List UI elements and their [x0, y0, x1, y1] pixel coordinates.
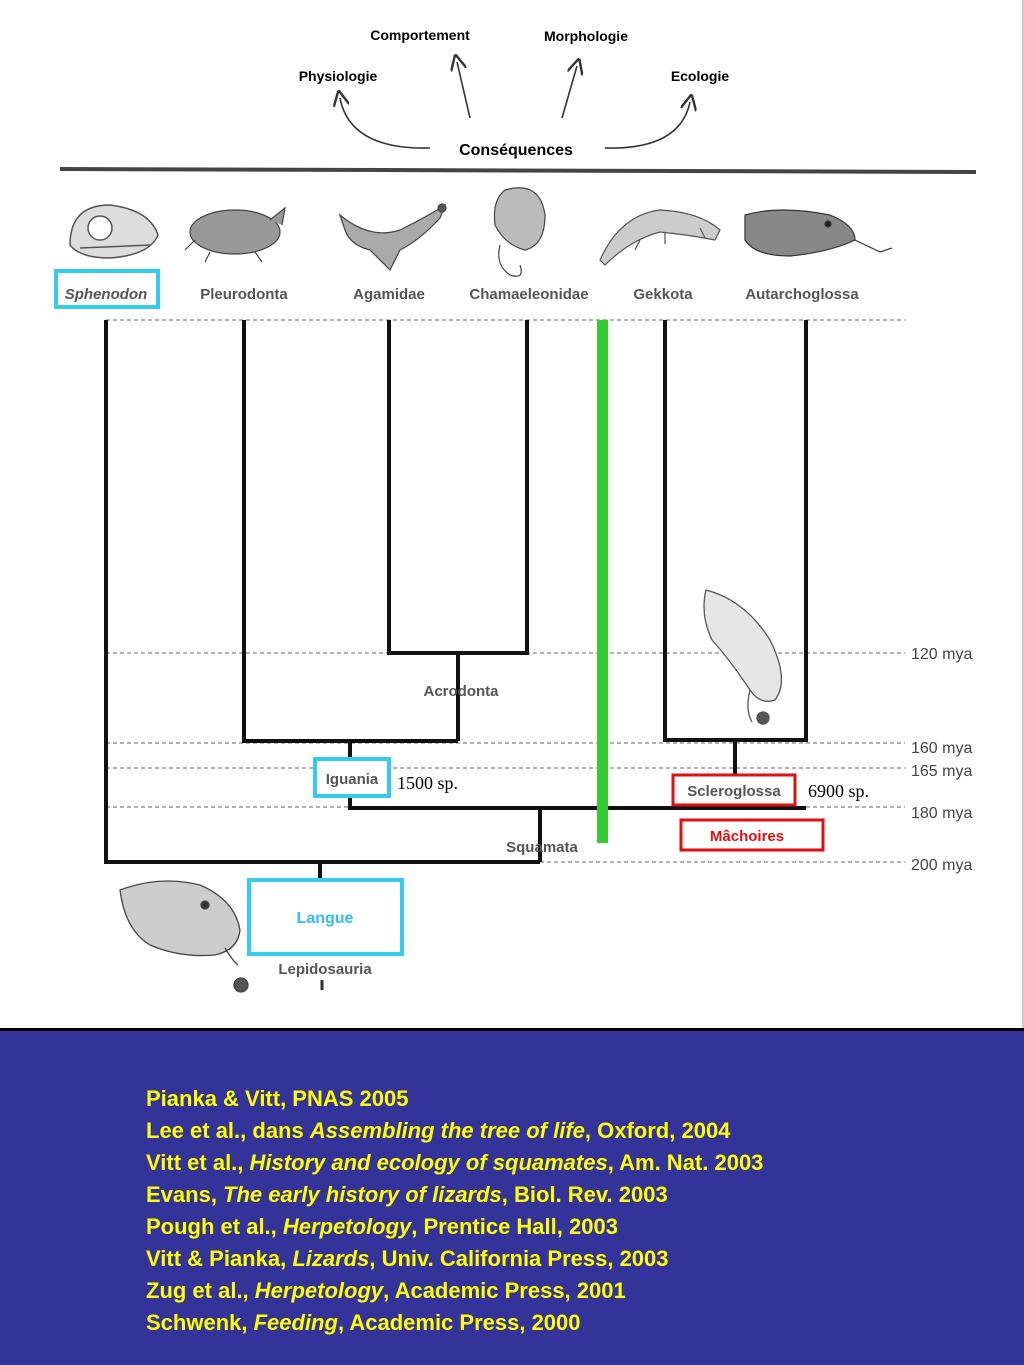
references-panel — [0, 1028, 1024, 1365]
branch-agamidae-chamaeleonidae — [389, 320, 527, 653]
branch-pleurodonta — [244, 320, 458, 741]
consequence-morphologie: Morphologie — [544, 28, 628, 44]
reference-item: Pough et al., Herpetology, Prentice Hall, 2003 — [146, 1214, 618, 1239]
clade-lepidosauria: Lepidosauria — [278, 961, 372, 978]
clade-acrodonta: Acrodonta — [423, 683, 499, 700]
arrow-comportement — [457, 62, 470, 118]
consequences-label: Conséquences — [459, 142, 573, 159]
consequence-arrows — [340, 62, 690, 148]
time-200-mya: 200 mya — [911, 857, 973, 874]
branch-gekkota-autarchoglossa — [665, 320, 806, 740]
arrow-ecologie — [605, 102, 690, 148]
taxon-chamaeleonidae: Chamaeleonidae — [469, 286, 589, 303]
references-list — [146, 1083, 763, 1339]
gecko-icon — [600, 210, 720, 265]
time-120-mya: 120 mya — [911, 646, 973, 663]
reference-item: Evans, The early history of lizards, Biol. Rev. 2003 — [146, 1182, 668, 1207]
reference-item: Pianka & Vitt, PNAS 2005 — [146, 1086, 409, 1111]
reference-item: Vitt et al., History and ecology of squamates, Am. Nat. 2003 — [146, 1150, 764, 1175]
chameleon-icon — [494, 188, 545, 276]
lizard-tongue-insect-icon — [120, 881, 248, 992]
iguania-species-count: 1500 sp. — [397, 773, 459, 793]
consequence-physiologie: Physiologie — [298, 68, 378, 84]
taxon-sphenodon: Sphenodon — [64, 286, 148, 303]
scleroglossa-species-count: 6900 sp. — [808, 781, 870, 801]
clade-scleroglossa: Scleroglossa — [687, 783, 781, 800]
arrow-morphologie — [562, 66, 577, 118]
taxon-autarchoglossa: Autarchoglossa — [745, 286, 859, 303]
reference-item: Schwenk, Feeding, Academic Press, 2000 — [146, 1310, 581, 1335]
reference-item: Vitt & Pianka, Lizards, Univ. California Press, 2003 — [146, 1246, 669, 1271]
clade-squamata: Squamata — [506, 839, 578, 856]
arrow-physiologie — [340, 98, 430, 148]
consequence-comportement: Comportement — [370, 27, 470, 43]
time-165-mya: 165 mya — [911, 763, 973, 780]
reference-item: Lee et al., dans Assembling the tree of life, Oxford, 2004 — [146, 1118, 731, 1143]
time-160-mya: 160 mya — [911, 740, 973, 757]
horned-lizard-icon — [185, 208, 285, 262]
taxon-agamidae: Agamidae — [353, 286, 425, 303]
taxon-pleurodonta: Pleurodonta — [200, 286, 288, 303]
green-divider-bar — [597, 320, 608, 843]
trait-tongue: Langue — [296, 910, 354, 927]
monitor-head-icon — [745, 210, 892, 256]
consequence-ecologie: Ecologie — [670, 68, 730, 84]
reference-item: Zug et al., Herpetology, Academic Press, 2001 — [146, 1278, 626, 1303]
agamid-icon — [340, 204, 446, 270]
trait-jaws: Mâchoires — [709, 828, 785, 845]
clade-iguania: Iguania — [325, 771, 379, 788]
gecko-catching-insect-icon — [704, 590, 781, 724]
header-divider — [60, 169, 976, 172]
taxon-gekkota: Gekkota — [633, 286, 693, 303]
tuatara-skull-icon — [70, 205, 158, 258]
time-180-mya: 180 mya — [911, 805, 973, 822]
